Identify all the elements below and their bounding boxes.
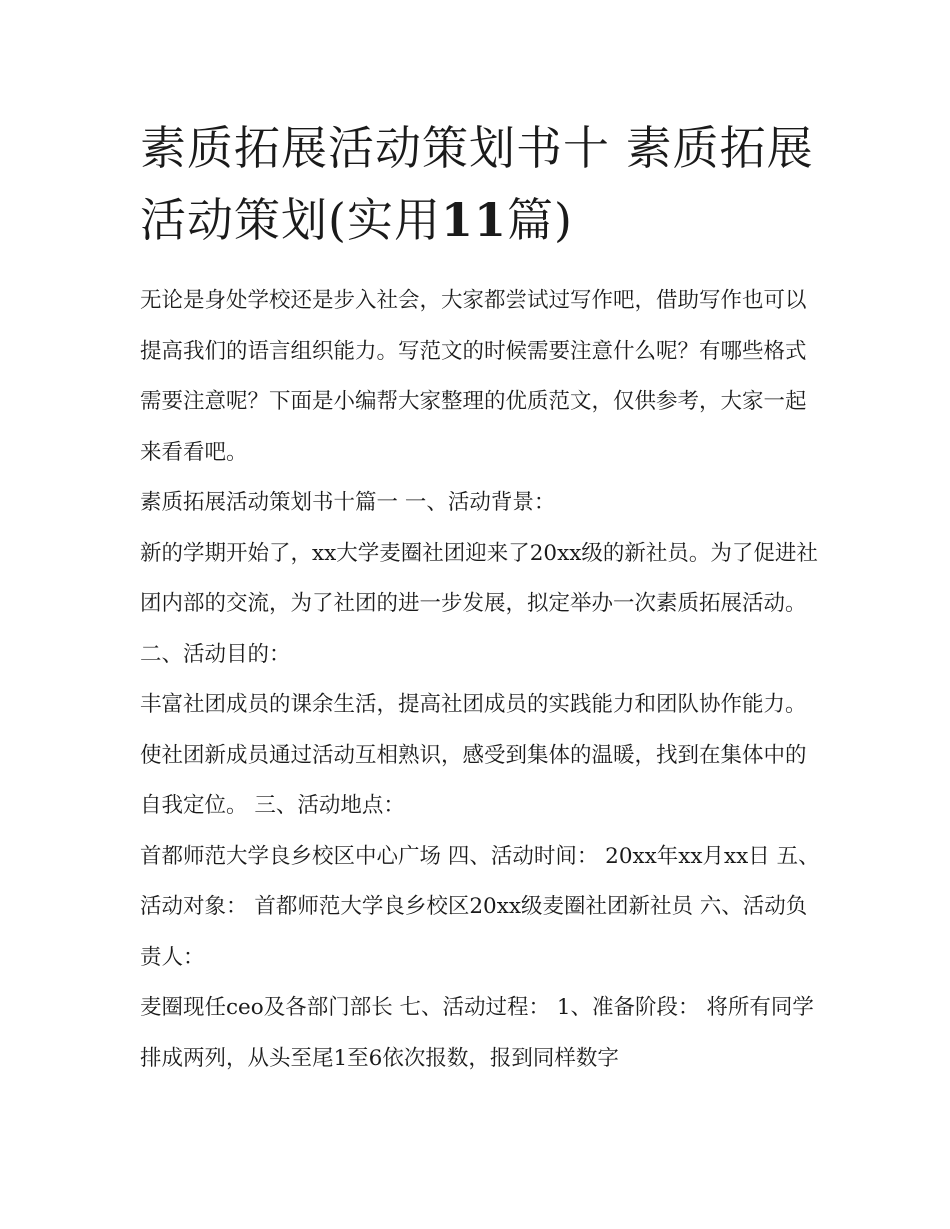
paragraph-purpose: 丰富社团成员的课余生活，提高社团成员的实践能力和团队协作能力。使社团新成员通过活动互相熟识，感受到集体的温暖，找到在集体中的自我定位。 三、活动地点： bbox=[140, 692, 807, 818]
title-number: 11 bbox=[440, 193, 507, 247]
paragraph-process: 麦圈现任ceo及各部门部长 七、活动过程： 1、准备阶段： 将所有同学排成两列，从头至尾1至6依次报数，报到同样数字 bbox=[140, 995, 814, 1071]
document-title bbox=[140, 112, 820, 256]
document-body bbox=[140, 276, 820, 1084]
paragraph-background: 新的学期开始了，xx大学麦圈社团迎来了20xx级的新社员。为了促进社团内部的交流，为了社团的进一步发展，拟定举办一次素质拓展活动。 二、活动目的： bbox=[140, 540, 818, 667]
title-text-end: 篇) bbox=[506, 193, 573, 247]
paragraph-location-time: 首都师范大学良乡校区中心广场 四、活动时间： 20xx年xx月xx日 五、活动对象： 首都师范大学良乡校区20xx级麦圈社团新社员 六、活动负责人： bbox=[140, 843, 820, 970]
paragraph-intro: 无论是身处学校还是步入社会，大家都尝试过写作吧，借助写作也可以提高我们的语言组织能力。写范文的时候需要注意什么呢？有哪些格式需要注意呢？下面是小编帮大家整理的优质范文，仅供参考，大家一起来看看吧。 bbox=[140, 288, 807, 465]
title-text: 素质拓展活动策划书十 素质拓展活动策划(实用 bbox=[140, 121, 814, 247]
paragraph-section-heading: 素质拓展活动策划书十篇一 一、活动背景： bbox=[140, 490, 556, 515]
